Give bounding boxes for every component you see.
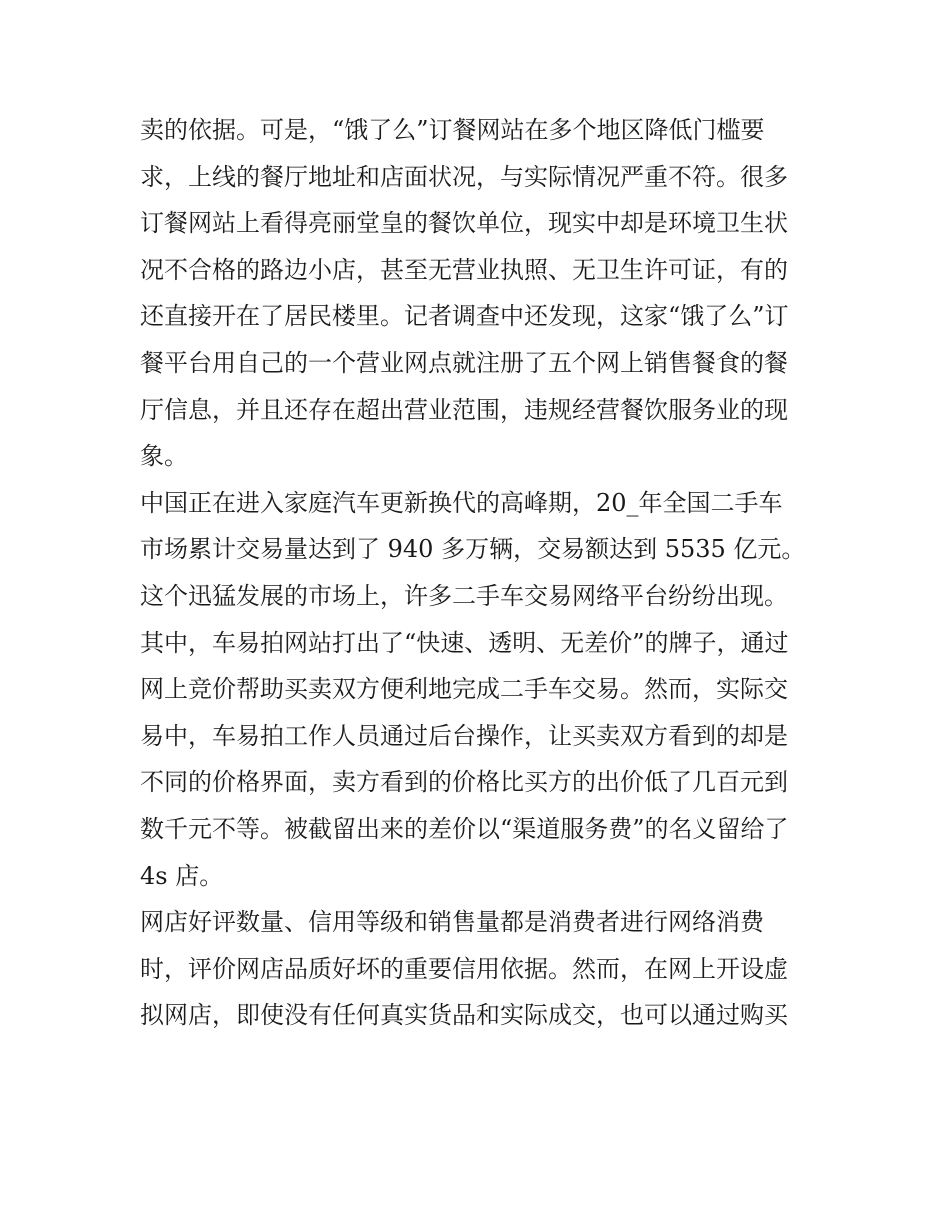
text-line: 厅信息，并且还存在超出营业范围，违规经营餐饮服务业的现 xyxy=(140,395,788,424)
text-line: 易中，车易拍工作人员通过后台操作，让买卖双方看到的却是 xyxy=(140,721,788,750)
text-line: 4s 店。 xyxy=(140,861,224,890)
text-line: 还直接开在了居民楼里。记者调查中还发现，这家“饿了么”订 xyxy=(140,302,789,331)
text-line: 网店好评数量、信用等级和销售量都是消费者进行网络消费 xyxy=(140,908,764,937)
text-line: 市场累计交易量达到了 940 多万辆，交易额达到 5535 亿元。 xyxy=(140,535,806,564)
body-text xyxy=(140,107,820,1039)
text-line: 时，评价网店品质好坏的重要信用依据。然而，在网上开设虚 xyxy=(140,954,788,983)
text-line: 订餐网站上看得亮丽堂皇的餐饮单位，现实中却是环境卫生状 xyxy=(140,209,788,238)
text-line: 拟网店，即使没有任何真实货品和实际成交，也可以通过购买 xyxy=(140,1001,788,1030)
text-line: 中国正在进入家庭汽车更新换代的高峰期，20_年全国二手车 xyxy=(140,488,783,517)
text-line: 况不合格的路边小店，甚至无营业执照、无卫生许可证，有的 xyxy=(140,255,788,284)
text-line: 其中，车易拍网站打出了“快速、透明、无差价”的牌子，通过 xyxy=(140,628,789,657)
text-line: 象。 xyxy=(140,442,188,471)
text-line: 数千元不等。被截留出来的差价以“渠道服务费”的名义留给了 xyxy=(140,814,789,843)
text-line: 网上竞价帮助买卖双方便利地完成二手车交易。然而，实际交 xyxy=(140,675,788,704)
text-line: 餐平台用自己的一个营业网点就注册了五个网上销售餐食的餐 xyxy=(140,348,788,377)
text-line: 这个迅猛发展的市场上，许多二手车交易网络平台纷纷出现。 xyxy=(140,581,788,610)
text-line: 卖的依据。可是，“饿了么”订餐网站在多个地区降低门槛要 xyxy=(140,116,765,144)
text-line: 求，上线的餐厅地址和店面状况，与实际情况严重不符。很多 xyxy=(140,162,788,191)
text-line: 不同的价格界面，卖方看到的价格比买方的出价低了几百元到 xyxy=(140,768,788,797)
